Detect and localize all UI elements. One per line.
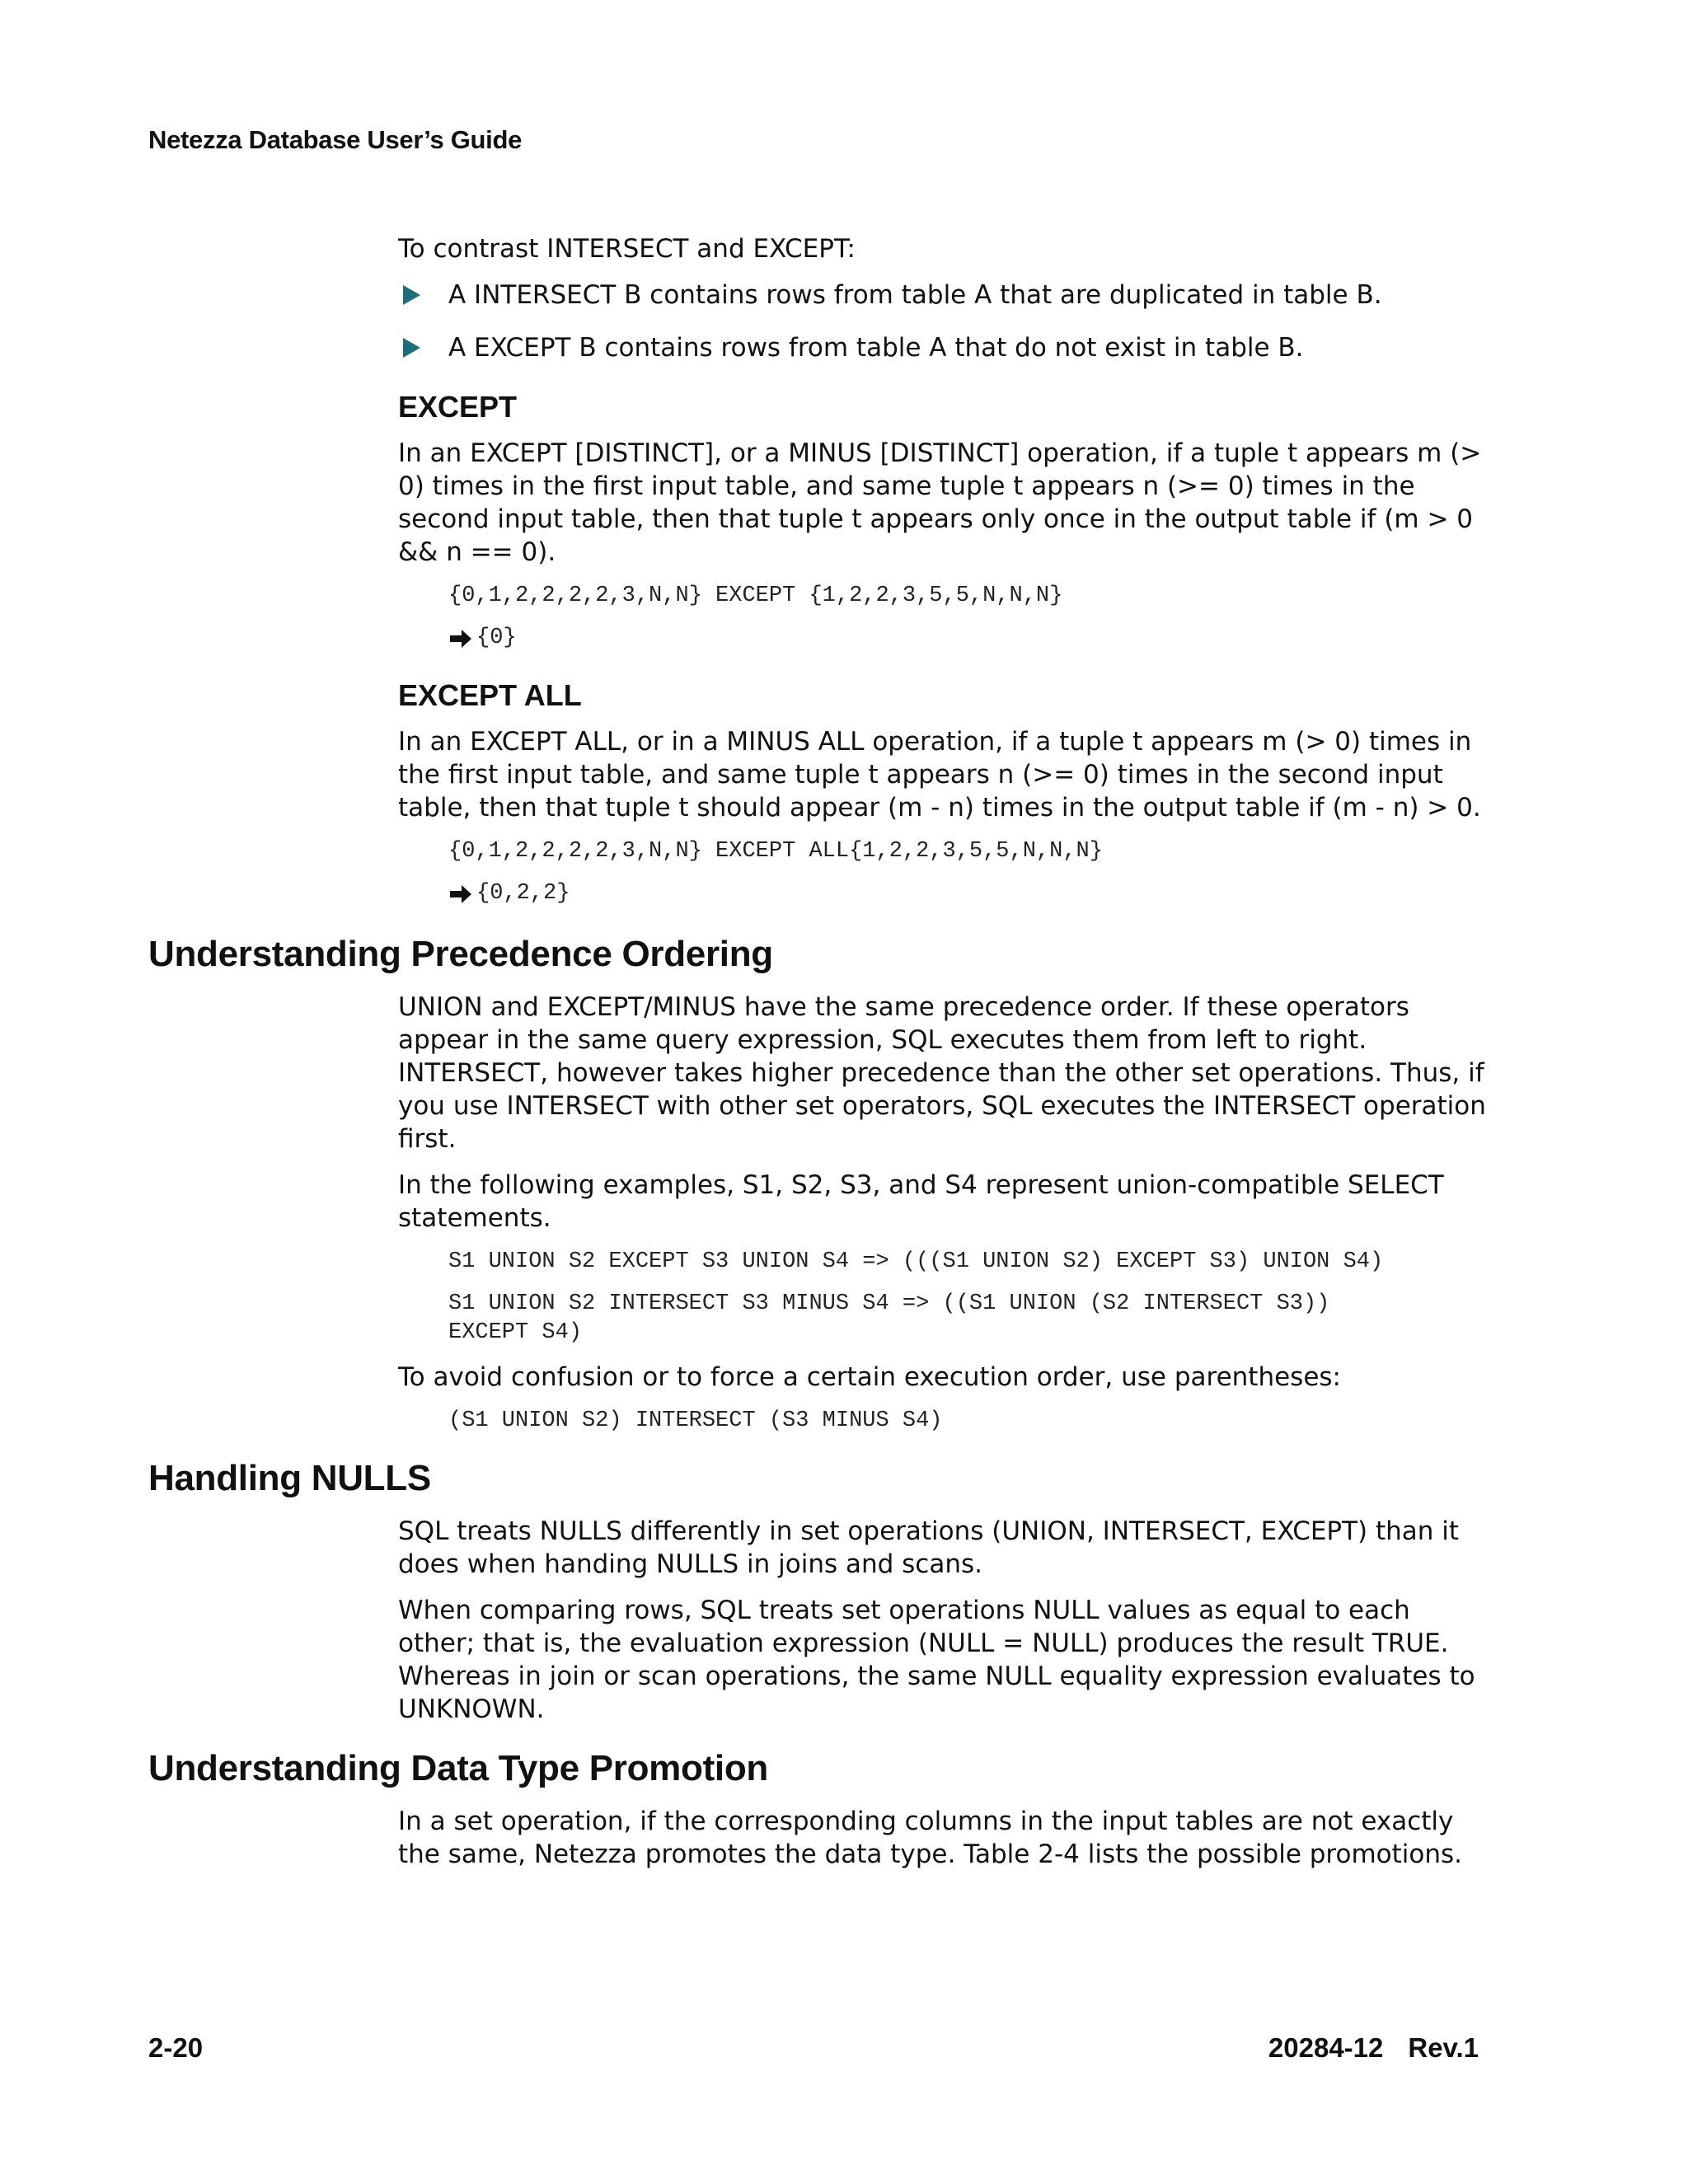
except-all-result xyxy=(448,879,1494,908)
right-arrow-icon xyxy=(448,883,473,906)
parentheses-note: To avoid confusion or to force a certain execution order, use parentheses: xyxy=(398,1362,1341,1392)
contrast-intro: To contrast INTERSECT and EXCEPT: xyxy=(398,234,856,264)
bullet-triangle-icon xyxy=(403,285,420,305)
precedence-code-example-3: (S1 UNION S2) INTERSECT (S3 MINUS S4) xyxy=(448,1408,943,1433)
list-item-text: A INTERSECT B contains rows from table A that are duplicated in table B. xyxy=(448,280,1382,310)
page-content xyxy=(0,232,1688,1884)
list-item xyxy=(398,331,1494,364)
intro-block xyxy=(398,232,1494,908)
nulls-block xyxy=(398,1515,1494,1726)
except-result xyxy=(448,624,1494,653)
nulls-paragraph-1: SQL treats NULLS differently in set operations (UNION, INTERSECT, EXCEPT) than it does when handing NULLS in joins and scans. xyxy=(398,1516,1460,1579)
promotion-heading: Understanding Data Type Promotion xyxy=(148,1748,769,1788)
precedence-paragraph: UNION and EXCEPT/MINUS have the same precedence order. If these operators appear in the same query expression, SQL executes them from left to right. INTERSECT, however takes higher precedence than the other set operations. Thus, if you use INTERSECT with other set operators, SQL executes the INTERSECT operation first. xyxy=(398,992,1486,1154)
document-id xyxy=(1268,2032,1479,2064)
revision: Rev.1 xyxy=(1408,2032,1479,2063)
list-item xyxy=(398,279,1494,312)
nulls-heading: Handling NULLS xyxy=(148,1458,431,1498)
except-all-heading: EXCEPT ALL xyxy=(398,678,582,712)
except-result-value: {0} xyxy=(476,626,517,650)
precedence-block xyxy=(398,991,1494,1436)
nulls-paragraph-2: When comparing rows, SQL treats set operations NULL values as equal to each other; that is, the evaluation expression (NULL = NULL) produces the result TRUE. Whereas in join or scan operations, the same NULL equality expression evaluates to UNKNOWN. xyxy=(398,1596,1475,1724)
except-heading: EXCEPT xyxy=(398,390,518,424)
precedence-examples-intro: In the following examples, S1, S2, S3, and S4 represent union-compatible SELECT statements. xyxy=(398,1170,1444,1233)
page-number: 2-20 xyxy=(148,2032,204,2063)
except-all-description: In an EXCEPT ALL, or in a MINUS ALL operation, if a tuple t appears m (> 0) times in the first input table, and same tuple t appears n (>= 0) times in the second input table, then that tuple t should appear (m - n) times in the output table if (m - n) > 0. xyxy=(398,727,1481,823)
list-item-text: A EXCEPT B contains rows from table A that do not exist in table B. xyxy=(448,333,1304,363)
except-all-result-value: {0,2,2} xyxy=(476,881,570,906)
promotion-paragraph: In a set operation, if the corresponding columns in the input tables are not exactly the same, Netezza promotes the data type. Table 2-4 lists the possible promotions. xyxy=(398,1807,1463,1869)
contrast-list xyxy=(398,279,1494,364)
promotion-block xyxy=(398,1805,1494,1871)
precedence-code-example-1: S1 UNION S2 EXCEPT S3 UNION S4 => (((S1 UNION S2) EXCEPT S3) UNION S4) xyxy=(448,1249,1384,1274)
precedence-code-example-2: S1 UNION S2 INTERSECT S3 MINUS S4 => ((S1 UNION (S2 INTERSECT S3)) EXCEPT S4) xyxy=(448,1291,1330,1345)
except-description: In an EXCEPT [DISTINCT], or a MINUS [DISTINCT] operation, if a tuple t appears m (> 0) times in the first input table, and same tuple t appears n (>= 0) times in the second input table, then that tuple t appears only once in the output table if (m > 0 && n == 0). xyxy=(398,438,1482,567)
right-arrow-icon xyxy=(448,627,473,650)
except-code-example: {0,1,2,2,2,2,3,N,N} EXCEPT {1,2,2,3,5,5,N,N,N} xyxy=(448,583,1063,608)
except-all-code-example: {0,1,2,2,2,2,3,N,N} EXCEPT ALL{1,2,2,3,5,5,N,N,N} xyxy=(448,839,1103,864)
doc-number: 20284-12 xyxy=(1268,2032,1384,2063)
running-header: Netezza Database User’s Guide xyxy=(148,125,523,154)
precedence-heading: Understanding Precedence Ordering xyxy=(148,934,773,974)
bullet-triangle-icon xyxy=(403,338,420,358)
